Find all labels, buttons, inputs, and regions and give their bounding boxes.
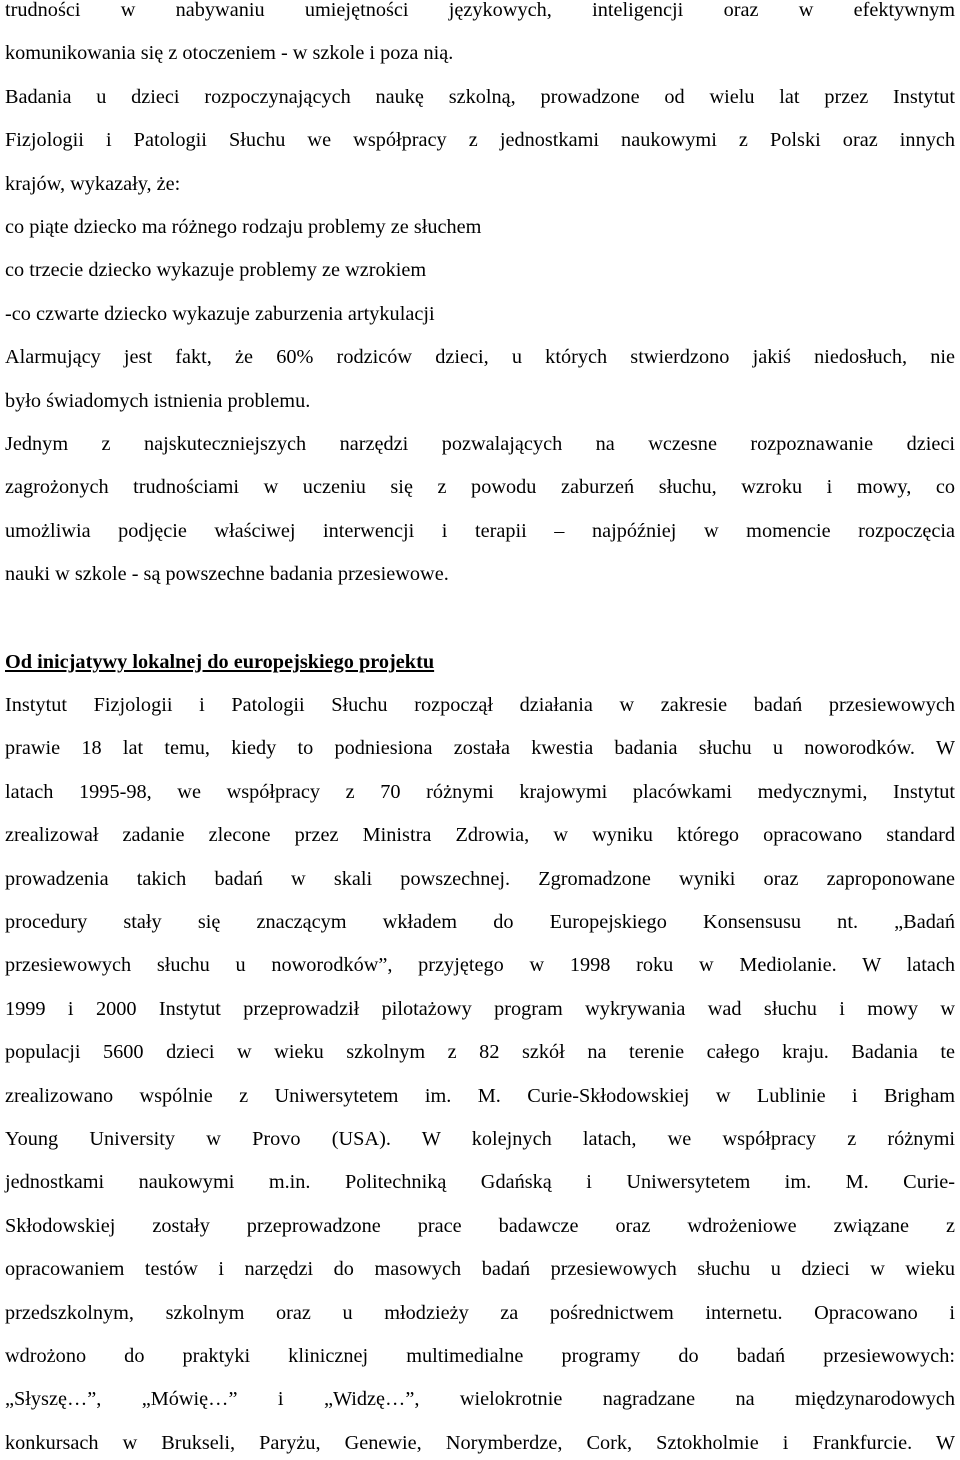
text-line: przesiewowych słuchu u noworodków”, przyjętego w 1998 roku w Mediolanie. W latach bbox=[5, 954, 955, 977]
text-line: procedury stały się znaczącym wkładem do Europejskiego Konsensusu nt. „Badań bbox=[5, 911, 955, 933]
text-line: Fizjologii i Patologii Słuchu we współpracy z jednostkami naukowymi z Polski oraz innych bbox=[5, 129, 955, 152]
text-line: populacji 5600 dzieci w wieku szkolnym z 82 szkół na terenie całego kraju. Badania te bbox=[5, 1041, 955, 1064]
text-line: krajów, wykazały, że: bbox=[5, 172, 181, 195]
text-line: Skłodowskiej zostały przeprowadzone prace badawcze oraz wdrożeniowe związane z bbox=[5, 1214, 955, 1237]
text-line: było świadomych istnienia problemu. bbox=[5, 389, 311, 412]
text-line: co trzecie dziecko wykazuje problemy ze wzrokiem bbox=[5, 259, 427, 282]
section-heading: Od inicjatywy lokalnej do europejskiego projektu bbox=[5, 651, 435, 673]
text-line: nauki w szkole - są powszechne badania przesiewowe. bbox=[5, 563, 449, 586]
text-line: opracowaniem testów i narzędzi do masowych badań przesiewowych słuchu u dzieci w wieku bbox=[5, 1258, 955, 1281]
text-line: jednostkami naukowymi m.in. Politechniką Gdańską i Uniwersytetem im. M. Curie- bbox=[5, 1171, 955, 1194]
text-line: 1999 i 2000 Instytut przeprowadził pilotażowy program wykrywania wad słuchu i mowy w bbox=[5, 997, 955, 1020]
text-line: „Słyszę…”, „Mówię…” i „Widzę…”, wielokrotnie nagradzane na międzynarodowych bbox=[5, 1388, 955, 1411]
text-line: zagrożonych trudnościami w uczeniu się z powodu zaburzeń słuchu, wzroku i mowy, co bbox=[5, 476, 955, 499]
text-line: Badania u dzieci rozpoczynających naukę szkolną, prowadzone od wielu lat przez Instytut bbox=[5, 85, 955, 108]
text-line: -co czwarte dziecko wykazuje zaburzenia artykulacji bbox=[5, 302, 435, 325]
text-line: co piąte dziecko ma różnego rodzaju problemy ze słuchem bbox=[5, 216, 482, 238]
text-line: zrealizował zadanie zlecone przez Ministra Zdrowia, w wyniku którego opracowano standard bbox=[5, 824, 955, 847]
text-line: Young University w Provo (USA). W kolejnych latach, we współpracy z różnymi bbox=[5, 1128, 955, 1150]
text-line: przedszkolnym, szkolnym oraz u młodzieży za pośrednictwem internetu. Opracowano i bbox=[5, 1301, 955, 1324]
text-line: latach 1995-98, we współpracy z 70 różnymi krajowymi placówkami medycznymi, Instytut bbox=[5, 780, 955, 803]
text-line: prowadzenia takich badań w skali powszechnej. Zgromadzone wyniki oraz zaproponowane bbox=[5, 867, 955, 890]
text-line: umożliwia podjęcie właściwej interwencji i terapii – najpóźniej w momencie rozpoczęcia bbox=[5, 519, 955, 542]
text-line: trudności w nabywaniu umiejętności językowych, inteligencji oraz w efektywnym bbox=[5, 0, 955, 21]
text-line: konkursach w Brukseli, Paryżu, Genewie, Norymberdze, Cork, Sztokholmie i Frankfurcie. W bbox=[5, 1431, 955, 1454]
text-line: zrealizowano wspólnie z Uniwersytetem im. M. Curie-Skłodowskiej w Lublinie i Brigham bbox=[5, 1084, 955, 1107]
text-line: wdrożono do praktyki klinicznej multimedialne programy do badań przesiewowych: bbox=[5, 1345, 955, 1367]
text-line: komunikowania się z otoczeniem - w szkole i poza nią. bbox=[5, 42, 454, 65]
text-line: Alarmujący jest fakt, że 60% rodziców dzieci, u których stwierdzono jakiś niedosłuch, nie bbox=[5, 346, 955, 369]
text-line: Instytut Fizjologii i Patologii Słuchu rozpoczął działania w zakresie badań przesiewowych bbox=[5, 694, 955, 716]
text-line: Jednym z najskuteczniejszych narzędzi pozwalających na wczesne rozpoznawanie dzieci bbox=[5, 433, 955, 455]
text-line: prawie 18 lat temu, kiedy to podniesiona została kwestia badania słuchu u noworodków. W bbox=[5, 737, 955, 760]
